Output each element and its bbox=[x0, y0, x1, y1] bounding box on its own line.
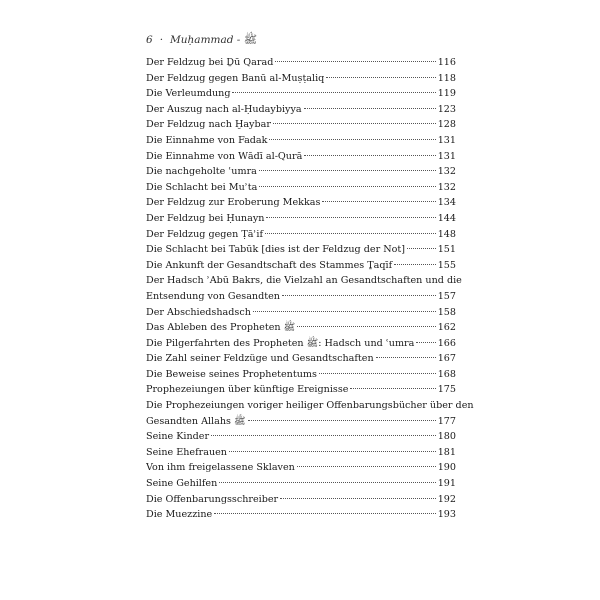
toc-entry bbox=[146, 164, 456, 180]
toc-entry bbox=[146, 398, 474, 429]
toc-entry-title: Der Feldzug bei Ḏū Qarad bbox=[146, 57, 274, 68]
toc-entry-title: Seine Ehefrauen bbox=[146, 446, 227, 458]
toc-entry-title-line2: Entsendung von Gesandten bbox=[146, 290, 280, 302]
running-head bbox=[146, 33, 257, 49]
toc-entry-title: Der Feldzug gegen Ṭāʾif bbox=[146, 228, 263, 240]
toc-entry bbox=[146, 382, 456, 398]
toc-entry bbox=[146, 429, 456, 445]
toc-entry-page: 123 bbox=[437, 103, 456, 115]
toc-entry-title: Der Feldzug bei Ḥunayn bbox=[146, 212, 265, 224]
toc-entry-title: Die Offenbarungsschreiber bbox=[146, 493, 279, 505]
toc-entry-page: 132 bbox=[437, 181, 456, 193]
toc-entry-page: 193 bbox=[437, 509, 456, 521]
toc-entry-page: 180 bbox=[437, 431, 456, 443]
toc-entry bbox=[146, 320, 456, 336]
dot-leader bbox=[304, 155, 435, 156]
dot-leader bbox=[322, 201, 435, 202]
toc-entry-title: Die Schlacht bei Tabūk [dies ist der Feldzug der Not] bbox=[146, 244, 405, 256]
toc-entry bbox=[146, 336, 456, 352]
toc-entry bbox=[146, 102, 456, 118]
dot-leader bbox=[269, 139, 435, 140]
toc-entry-title: Die Beweise seines Prophetentums bbox=[146, 368, 317, 380]
dot-leader bbox=[376, 357, 436, 358]
toc-entry-page: 181 bbox=[437, 446, 456, 458]
toc-entry-title: Der Auszug nach al-Ḥudaybiyya bbox=[146, 103, 302, 115]
toc-entry-page: 144 bbox=[437, 212, 456, 224]
dot-leader bbox=[229, 451, 436, 452]
toc-entry-page: 177 bbox=[437, 415, 456, 427]
toc-entry-page: 166 bbox=[437, 337, 456, 349]
toc-entry bbox=[146, 55, 456, 71]
dot-leader bbox=[211, 435, 436, 436]
toc-entry-title: Prophezeiungen über künftige Ereignisse bbox=[146, 384, 349, 396]
toc-entry-page: 116 bbox=[437, 57, 456, 68]
table-of-contents bbox=[146, 55, 474, 523]
toc-entry-title: Seine Kinder bbox=[146, 431, 210, 443]
toc-entry-page: 157 bbox=[437, 290, 456, 302]
dot-leader bbox=[259, 186, 435, 187]
toc-entry-title: Die Einnahme von Wādī al-Qurā bbox=[146, 150, 303, 162]
toc-entry bbox=[146, 305, 456, 321]
toc-entry-page: 118 bbox=[437, 72, 456, 84]
dot-leader bbox=[282, 295, 436, 296]
dot-leader bbox=[304, 108, 436, 109]
toc-entry-page: 131 bbox=[437, 150, 456, 162]
dot-leader bbox=[214, 513, 435, 514]
toc-entry-title: Die Verleumdung bbox=[146, 88, 231, 100]
toc-entry-title: Die Ankunft der Gesandtschaft des Stammes Ṯaqīf bbox=[146, 259, 393, 271]
toc-entry-title: Seine Gehilfen bbox=[146, 478, 218, 490]
dot-leader bbox=[297, 466, 436, 467]
dot-leader bbox=[394, 264, 436, 265]
dot-leader bbox=[407, 248, 436, 249]
toc-entry-page: 168 bbox=[437, 368, 456, 380]
dot-leader bbox=[273, 123, 436, 124]
dot-leader bbox=[253, 311, 436, 312]
book-title: Muḥammad - bbox=[170, 34, 241, 46]
toc-entry-title: Die Einnahme von Fadak bbox=[146, 134, 268, 146]
dot-leader bbox=[319, 373, 436, 374]
toc-entry-page: 190 bbox=[437, 462, 456, 474]
toc-entry-second-line bbox=[146, 414, 456, 430]
dot-leader bbox=[326, 77, 435, 78]
toc-entry-page: 175 bbox=[437, 384, 456, 396]
toc-entry-title-line1: Die Prophezeiungen voriger heiliger Offenbarungsbücher über den bbox=[146, 400, 474, 412]
toc-entry bbox=[146, 507, 456, 523]
toc-entry-page: 162 bbox=[437, 322, 456, 334]
dot-leader bbox=[259, 170, 436, 171]
toc-entry-page: 148 bbox=[437, 228, 456, 240]
dot-leader bbox=[248, 420, 436, 421]
toc-entry bbox=[146, 460, 456, 476]
dot-leader bbox=[350, 388, 435, 389]
toc-entry bbox=[146, 242, 456, 258]
toc-entry-title: Die Schlacht bei Muʾta bbox=[146, 181, 258, 193]
toc-entry-title: Die Muezzine bbox=[146, 509, 213, 521]
toc-entry-page: 151 bbox=[437, 244, 456, 256]
dot-leader bbox=[219, 482, 435, 483]
toc-entry-page: 119 bbox=[437, 88, 456, 100]
toc-entry-title: Die Zahl seiner Feldzüge und Gesandtschaften bbox=[146, 353, 374, 365]
toc-entry-second-line bbox=[146, 289, 456, 305]
toc-entry bbox=[146, 195, 456, 211]
toc-entry-title: Der Feldzug zur Eroberung Mekkas bbox=[146, 197, 321, 209]
toc-entry-title: Die nachgeholte ʿumra bbox=[146, 166, 257, 178]
page-number: 6 bbox=[146, 34, 153, 46]
toc-entry bbox=[146, 117, 456, 133]
separator: · bbox=[159, 34, 164, 46]
dot-leader bbox=[416, 342, 435, 343]
toc-entry-page: 131 bbox=[437, 134, 456, 146]
toc-entry-page: 192 bbox=[437, 493, 456, 505]
toc-entry bbox=[146, 180, 456, 196]
toc-entry bbox=[146, 227, 456, 243]
dot-leader bbox=[280, 498, 436, 499]
dot-leader bbox=[297, 326, 435, 327]
salawat-seal: ﷺ bbox=[243, 33, 257, 46]
toc-entry-title: Der Feldzug gegen Banū al-Muṣṭaliq bbox=[146, 72, 325, 84]
toc-entry-page: 158 bbox=[437, 306, 456, 318]
toc-entry bbox=[146, 351, 456, 367]
toc-entry-title: Das Ableben des Propheten ﷺ bbox=[146, 322, 296, 334]
toc-entry-page: 167 bbox=[437, 353, 456, 365]
toc-entry bbox=[146, 273, 462, 304]
toc-entry bbox=[146, 71, 456, 87]
toc-entry bbox=[146, 211, 456, 227]
toc-entry-page: 134 bbox=[437, 197, 456, 209]
toc-entry-title: Der Feldzug nach Ḫaybar bbox=[146, 119, 271, 131]
toc-entry-title-line2: Gesandten Allahs ﷺ bbox=[146, 415, 246, 427]
toc-entry-page: 128 bbox=[437, 119, 456, 131]
toc-entry-title: Von ihm freigelassene Sklaven bbox=[146, 462, 295, 474]
toc-entry bbox=[146, 476, 456, 492]
toc-entry-title: Die Pilgerfahrten des Propheten ﷺ: Hadsch und ʿumra bbox=[146, 337, 415, 349]
toc-entry-title-line1: Der Hadsch ʾAbū Bakrs, die Vielzahl an Gesandtschaften und die bbox=[146, 275, 462, 287]
dot-leader bbox=[266, 217, 435, 218]
dot-leader bbox=[265, 233, 436, 234]
dot-leader bbox=[232, 92, 435, 93]
toc-entry-title: Der Abschiedshadsch bbox=[146, 306, 251, 318]
toc-entry bbox=[146, 492, 456, 508]
toc-entry-page: 191 bbox=[437, 478, 456, 490]
toc-entry bbox=[146, 258, 456, 274]
toc-entry bbox=[146, 86, 456, 102]
toc-entry bbox=[146, 133, 456, 149]
dot-leader bbox=[275, 61, 435, 62]
toc-entry bbox=[146, 445, 456, 461]
toc-entry bbox=[146, 149, 456, 165]
toc-entry-page: 155 bbox=[437, 259, 456, 271]
toc-entry bbox=[146, 367, 456, 383]
toc-entry-page: 132 bbox=[437, 166, 456, 178]
